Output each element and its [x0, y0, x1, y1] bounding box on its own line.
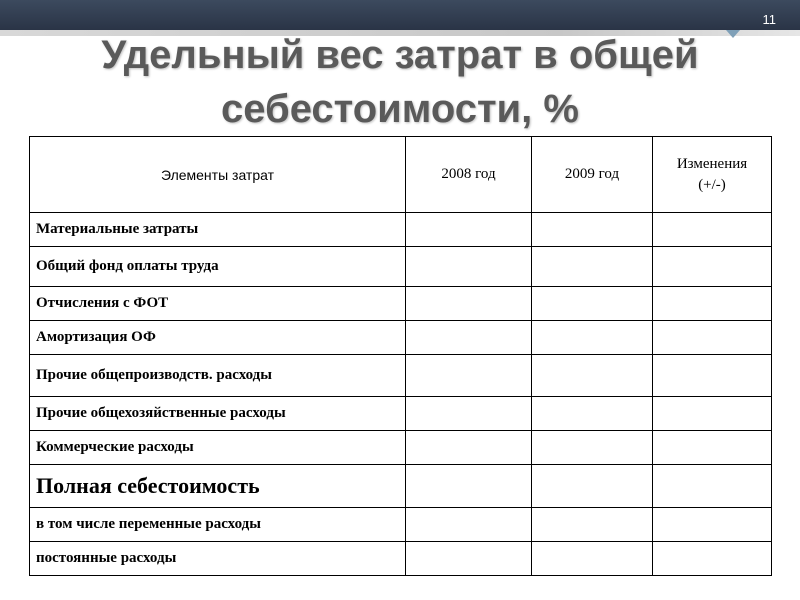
slide-number: 11	[762, 12, 776, 27]
table-row	[30, 355, 772, 397]
cell-change	[653, 542, 772, 576]
cost-table	[29, 136, 772, 576]
row-label: Общий фонд оплаты труда	[30, 247, 406, 287]
cell-2009	[532, 355, 653, 397]
cell-change	[653, 355, 772, 397]
row-label: постоянные расходы	[30, 542, 406, 576]
row-label: Материальные затраты	[30, 213, 406, 247]
header-change	[653, 137, 772, 213]
cell-2009	[532, 247, 653, 287]
cell-2008	[406, 355, 532, 397]
title-line-2: себестоимости, %	[221, 87, 579, 131]
table-row	[30, 287, 772, 321]
cell-2008	[406, 508, 532, 542]
cell-2008	[406, 287, 532, 321]
cell-2009	[532, 465, 653, 508]
table-row	[30, 321, 772, 355]
cell-2008	[406, 213, 532, 247]
slide-title	[40, 28, 760, 136]
table-row	[30, 247, 772, 287]
table-row	[30, 465, 772, 508]
header-2008: 2008 год	[406, 137, 532, 213]
title-line-1: Удельный вес затрат в общей	[101, 33, 699, 77]
cell-2008	[406, 465, 532, 508]
cell-change	[653, 397, 772, 431]
header-change-title: Изменения	[676, 155, 748, 172]
cell-change	[653, 508, 772, 542]
row-label: Прочие общехозяйственные расходы	[30, 397, 406, 431]
cell-2009	[532, 397, 653, 431]
cell-2008	[406, 431, 532, 465]
table-row	[30, 213, 772, 247]
cell-2008	[406, 542, 532, 576]
cell-2009	[532, 431, 653, 465]
cell-2008	[406, 247, 532, 287]
table-row	[30, 542, 772, 576]
table-row	[30, 397, 772, 431]
top-bar	[0, 0, 800, 30]
row-label: Амортизация ОФ	[30, 321, 406, 355]
cell-change	[653, 213, 772, 247]
cell-change	[653, 247, 772, 287]
row-label: в том числе переменные расходы	[30, 508, 406, 542]
table-row	[30, 508, 772, 542]
cell-change	[653, 287, 772, 321]
row-label-total: Полная себестоимость	[30, 465, 406, 508]
cell-change	[653, 465, 772, 508]
table-header-row	[30, 137, 772, 213]
cell-2009	[532, 287, 653, 321]
header-cost-elements: Элементы затрат	[30, 137, 406, 213]
cell-2008	[406, 321, 532, 355]
cell-2008	[406, 397, 532, 431]
table-row	[30, 431, 772, 465]
cell-2009	[532, 321, 653, 355]
cell-2009	[532, 542, 653, 576]
row-label: Коммерческие расходы	[30, 431, 406, 465]
row-label: Прочие общепроизводств. расходы	[30, 355, 406, 397]
cost-table-wrap	[29, 136, 772, 576]
cell-change	[653, 321, 772, 355]
cell-2009	[532, 508, 653, 542]
header-change-sign: (+/-)	[698, 176, 726, 193]
cell-change	[653, 431, 772, 465]
header-2009: 2009 год	[532, 137, 653, 213]
row-label: Отчисления с ФОТ	[30, 287, 406, 321]
cell-2009	[532, 213, 653, 247]
